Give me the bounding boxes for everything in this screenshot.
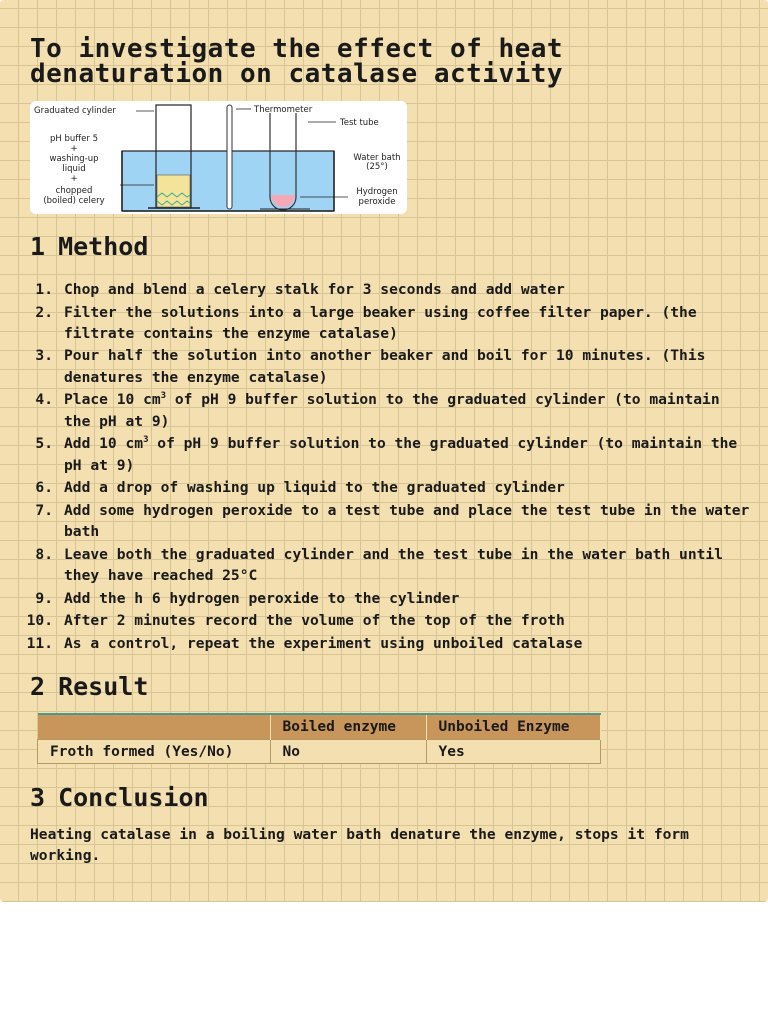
label-plus-1: +: [70, 144, 78, 154]
list-item: [30, 588, 750, 609]
method-heading: [30, 233, 148, 261]
step-number: 7.: [35, 501, 53, 519]
table-cell: Yes: [426, 740, 600, 764]
label-contents-5: (boiled) celery: [43, 196, 105, 206]
table-header-row: [38, 714, 601, 740]
step-text: Add some hydrogen peroxide to a test tube and place the test tube in the water bath: [64, 501, 750, 541]
label-contents-1: pH buffer 5: [50, 134, 98, 144]
label-thermometer: Thermometer: [254, 105, 313, 115]
step-number: 9.: [35, 589, 53, 607]
step-number: 10.: [26, 612, 53, 630]
label-hydrogen: Hydrogen: [356, 187, 398, 197]
result-heading-text: Result: [58, 672, 149, 701]
step-number: 6.: [35, 479, 53, 497]
step-text-cont: of pH 9 buffer solution to the graduated cylinder (to maintain the pH at 9): [64, 435, 738, 474]
list-item: [30, 500, 750, 543]
method-steps: [26, 279, 750, 655]
superscript: 3: [160, 391, 167, 402]
step-text: Add a drop of washing up liquid to the graduated cylinder: [64, 479, 565, 497]
step-text: Leave both the graduated cylinder and the test tube in the water bath until they have reached 25°C: [64, 545, 723, 584]
conclusion-heading: [30, 784, 209, 812]
label-graduated-cylinder: Graduated cylinder: [34, 106, 116, 116]
list-item: [26, 633, 750, 654]
label-contents-4: chopped: [55, 186, 93, 196]
step-text: After 2 minutes record the volume of the top of the froth: [64, 612, 565, 630]
table-cell: Froth formed (Yes/No): [38, 740, 271, 764]
table-row: [38, 740, 601, 764]
list-item: [30, 345, 750, 388]
label-contents-2: washing-up: [49, 154, 99, 164]
list-item: [30, 389, 750, 432]
list-item: [30, 433, 750, 476]
step-text-cont: of pH 9 buffer solution to the graduated cylinder (to maintain the pH at 9): [64, 391, 720, 430]
label-peroxide: peroxide: [358, 197, 396, 207]
step-number: 11.: [26, 634, 53, 652]
step-number: 4.: [35, 391, 53, 409]
step-text: Place 10 cm: [64, 391, 161, 409]
list-item: [30, 477, 750, 498]
label-water-bath: Water bath: [353, 153, 401, 163]
step-text: Add 10 cm: [64, 435, 144, 453]
result-number: 2: [30, 672, 46, 701]
step-number: 2.: [35, 303, 53, 321]
method-number: 1: [30, 232, 46, 261]
apparatus-diagram: [30, 101, 407, 214]
result-heading: [30, 673, 148, 701]
list-item: [30, 544, 750, 587]
conclusion-number: 3: [30, 783, 46, 812]
list-item: [30, 279, 750, 300]
step-number: 3.: [35, 347, 53, 365]
table-header: Unboiled Enzyme: [426, 714, 600, 740]
step-text: Add the h 6 hydrogen peroxide to the cylinder: [64, 589, 460, 607]
conclusion-text: Heating catalase in a boiling water bath denature the enzyme, stops it form working.: [30, 826, 689, 864]
result-table: [37, 713, 601, 764]
step-number: 5.: [35, 435, 53, 453]
superscript: 3: [143, 435, 149, 446]
table-header: Boiled enzyme: [270, 714, 426, 740]
step-number: 1.: [35, 281, 53, 298]
apparatus-illustration: [30, 101, 407, 214]
method-heading-text: Method: [58, 232, 149, 261]
step-text: Pour half the solution into another beaker and boil for 10 minutes. (This denatures the enzyme catalase): [64, 347, 706, 386]
label-contents-3: liquid: [62, 164, 86, 174]
thermometer: [227, 105, 232, 209]
label-test-tube: Test tube: [340, 118, 379, 128]
step-text: Chop and blend a celery stalk for 3 seconds and add water: [64, 281, 565, 298]
step-text: As a control, repeat the experiment using unboiled catalase: [64, 634, 583, 652]
list-item: [26, 610, 750, 631]
label-water-bath-temp: (25°): [366, 162, 388, 172]
table-header: [38, 714, 271, 740]
list-item: [30, 302, 750, 345]
conclusion-heading-text: Conclusion: [58, 783, 209, 812]
table-cell: No: [270, 740, 426, 764]
label-plus-2: +: [70, 174, 78, 184]
page-title: To investigate the effect of heat denaturation on catalase activity: [30, 34, 564, 89]
step-number: 8.: [35, 545, 53, 563]
step-text: Filter the solutions into a large beaker using coffee filter paper. (the filtrate contains the enzyme catalase): [64, 303, 697, 342]
